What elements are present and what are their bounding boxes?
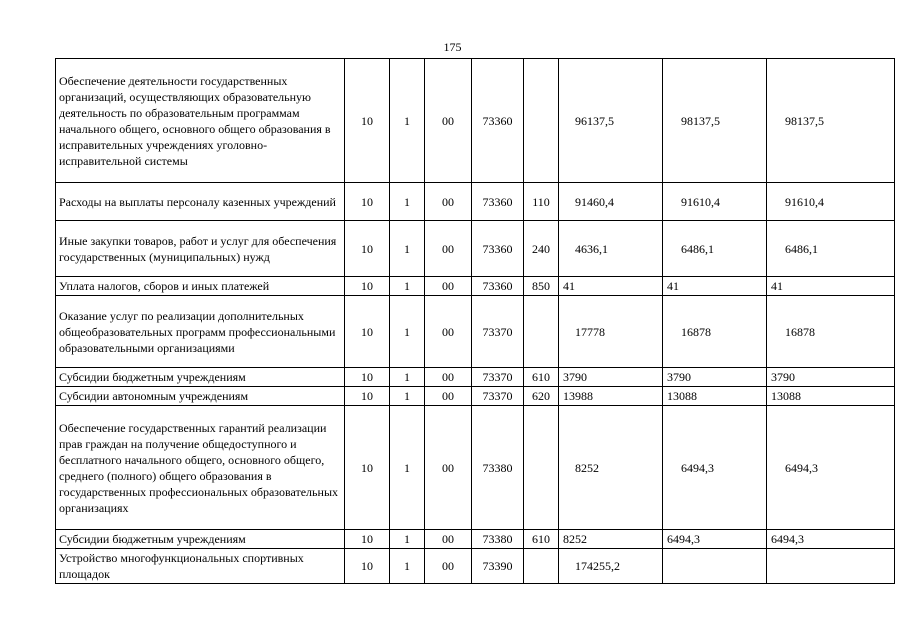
value-year-3: 3790: [767, 368, 895, 387]
code-subsection: 1: [390, 59, 425, 183]
code-section: 10: [345, 368, 390, 387]
code-section: 10: [345, 59, 390, 183]
code-expense-type: [524, 549, 559, 584]
table-row: [56, 406, 895, 530]
table-row: [56, 221, 895, 277]
code-subsection: 1: [390, 277, 425, 296]
value-year-2: [663, 549, 767, 584]
row-name: Расходы на выплаты персоналу казенных учреждений: [56, 183, 345, 221]
code-section: 10: [345, 549, 390, 584]
code-program: 00: [425, 277, 472, 296]
code-subsection: 1: [390, 368, 425, 387]
code-program: 00: [425, 221, 472, 277]
value-year-2: 13088: [663, 387, 767, 406]
code-article: 73360: [472, 221, 524, 277]
code-expense-type: 610: [524, 530, 559, 549]
value-year-2: 98137,5: [663, 59, 767, 183]
table-row: [56, 277, 895, 296]
code-section: 10: [345, 406, 390, 530]
page-number: 175: [443, 40, 462, 54]
code-program: 00: [425, 296, 472, 368]
code-subsection: 1: [390, 221, 425, 277]
value-year-2: 91610,4: [663, 183, 767, 221]
row-name: Субсидии бюджетным учреждениям: [56, 368, 345, 387]
code-program: 00: [425, 368, 472, 387]
code-section: 10: [345, 387, 390, 406]
value-year-1: 8252: [559, 406, 663, 530]
value-year-3: 6494,3: [767, 406, 895, 530]
code-program: 00: [425, 387, 472, 406]
value-year-1: 91460,4: [559, 183, 663, 221]
code-article: 73360: [472, 59, 524, 183]
code-subsection: 1: [390, 530, 425, 549]
table-body: [56, 59, 895, 584]
row-name: Иные закупки товаров, работ и услуг для обеспечения государственных (муниципальных) нужд: [56, 221, 345, 277]
value-year-2: 41: [663, 277, 767, 296]
code-expense-type: [524, 296, 559, 368]
table-row: [56, 530, 895, 549]
row-name: Субсидии бюджетным учреждениям: [56, 530, 345, 549]
code-article: 73370: [472, 387, 524, 406]
code-article: 73360: [472, 183, 524, 221]
code-subsection: 1: [390, 183, 425, 221]
code-program: 00: [425, 530, 472, 549]
code-subsection: 1: [390, 387, 425, 406]
value-year-1: 17778: [559, 296, 663, 368]
value-year-3: 6494,3: [767, 530, 895, 549]
code-program: 00: [425, 59, 472, 183]
table-row: [56, 387, 895, 406]
code-subsection: 1: [390, 549, 425, 584]
row-name: Обеспечение государственных гарантий реализации прав граждан на получение общедоступного и бесплатного начального общего, основного общего, среднего (полного) общего образования в государственных профессиональных образовательных организациях: [56, 406, 345, 530]
value-year-1: 96137,5: [559, 59, 663, 183]
code-section: 10: [345, 277, 390, 296]
budget-table: [55, 58, 895, 584]
table-row: [56, 368, 895, 387]
value-year-3: 41: [767, 277, 895, 296]
code-expense-type: 620: [524, 387, 559, 406]
value-year-1: 41: [559, 277, 663, 296]
table-row: [56, 296, 895, 368]
code-program: 00: [425, 183, 472, 221]
value-year-2: 3790: [663, 368, 767, 387]
code-article: 73380: [472, 530, 524, 549]
row-name: Оказание услуг по реализации дополнительных общеобразовательных программ профессиональными образовательными организациями: [56, 296, 345, 368]
value-year-1: 3790: [559, 368, 663, 387]
table-row: [56, 183, 895, 221]
value-year-3: [767, 549, 895, 584]
code-article: 73360: [472, 277, 524, 296]
code-expense-type: 240: [524, 221, 559, 277]
code-expense-type: [524, 406, 559, 530]
row-name: Уплата налогов, сборов и иных платежей: [56, 277, 345, 296]
code-article: 73390: [472, 549, 524, 584]
value-year-2: 16878: [663, 296, 767, 368]
code-expense-type: [524, 59, 559, 183]
value-year-3: 98137,5: [767, 59, 895, 183]
code-expense-type: 610: [524, 368, 559, 387]
value-year-2: 6486,1: [663, 221, 767, 277]
value-year-3: 13088: [767, 387, 895, 406]
code-subsection: 1: [390, 296, 425, 368]
code-article: 73380: [472, 406, 524, 530]
value-year-3: 6486,1: [767, 221, 895, 277]
code-program: 00: [425, 406, 472, 530]
value-year-1: 174255,2: [559, 549, 663, 584]
code-program: 00: [425, 549, 472, 584]
row-name: Устройство многофункциональных спортивных площадок: [56, 549, 345, 584]
table-row: [56, 549, 895, 584]
code-article: 73370: [472, 368, 524, 387]
code-section: 10: [345, 221, 390, 277]
value-year-3: 91610,4: [767, 183, 895, 221]
row-name: Обеспечение деятельности государственных организаций, осуществляющих образовательную деятельность по образовательным программам начального общего, основного общего образования в исправительных учреждениях уголовно-исправительной системы: [56, 59, 345, 183]
code-section: 10: [345, 296, 390, 368]
code-expense-type: 850: [524, 277, 559, 296]
code-section: 10: [345, 183, 390, 221]
value-year-2: 6494,3: [663, 530, 767, 549]
code-section: 10: [345, 530, 390, 549]
value-year-2: 6494,3: [663, 406, 767, 530]
code-expense-type: 110: [524, 183, 559, 221]
row-name: Субсидии автономным учреждениям: [56, 387, 345, 406]
value-year-1: 13988: [559, 387, 663, 406]
value-year-1: 4636,1: [559, 221, 663, 277]
value-year-3: 16878: [767, 296, 895, 368]
code-subsection: 1: [390, 406, 425, 530]
value-year-1: 8252: [559, 530, 663, 549]
table-row: [56, 59, 895, 183]
code-article: 73370: [472, 296, 524, 368]
